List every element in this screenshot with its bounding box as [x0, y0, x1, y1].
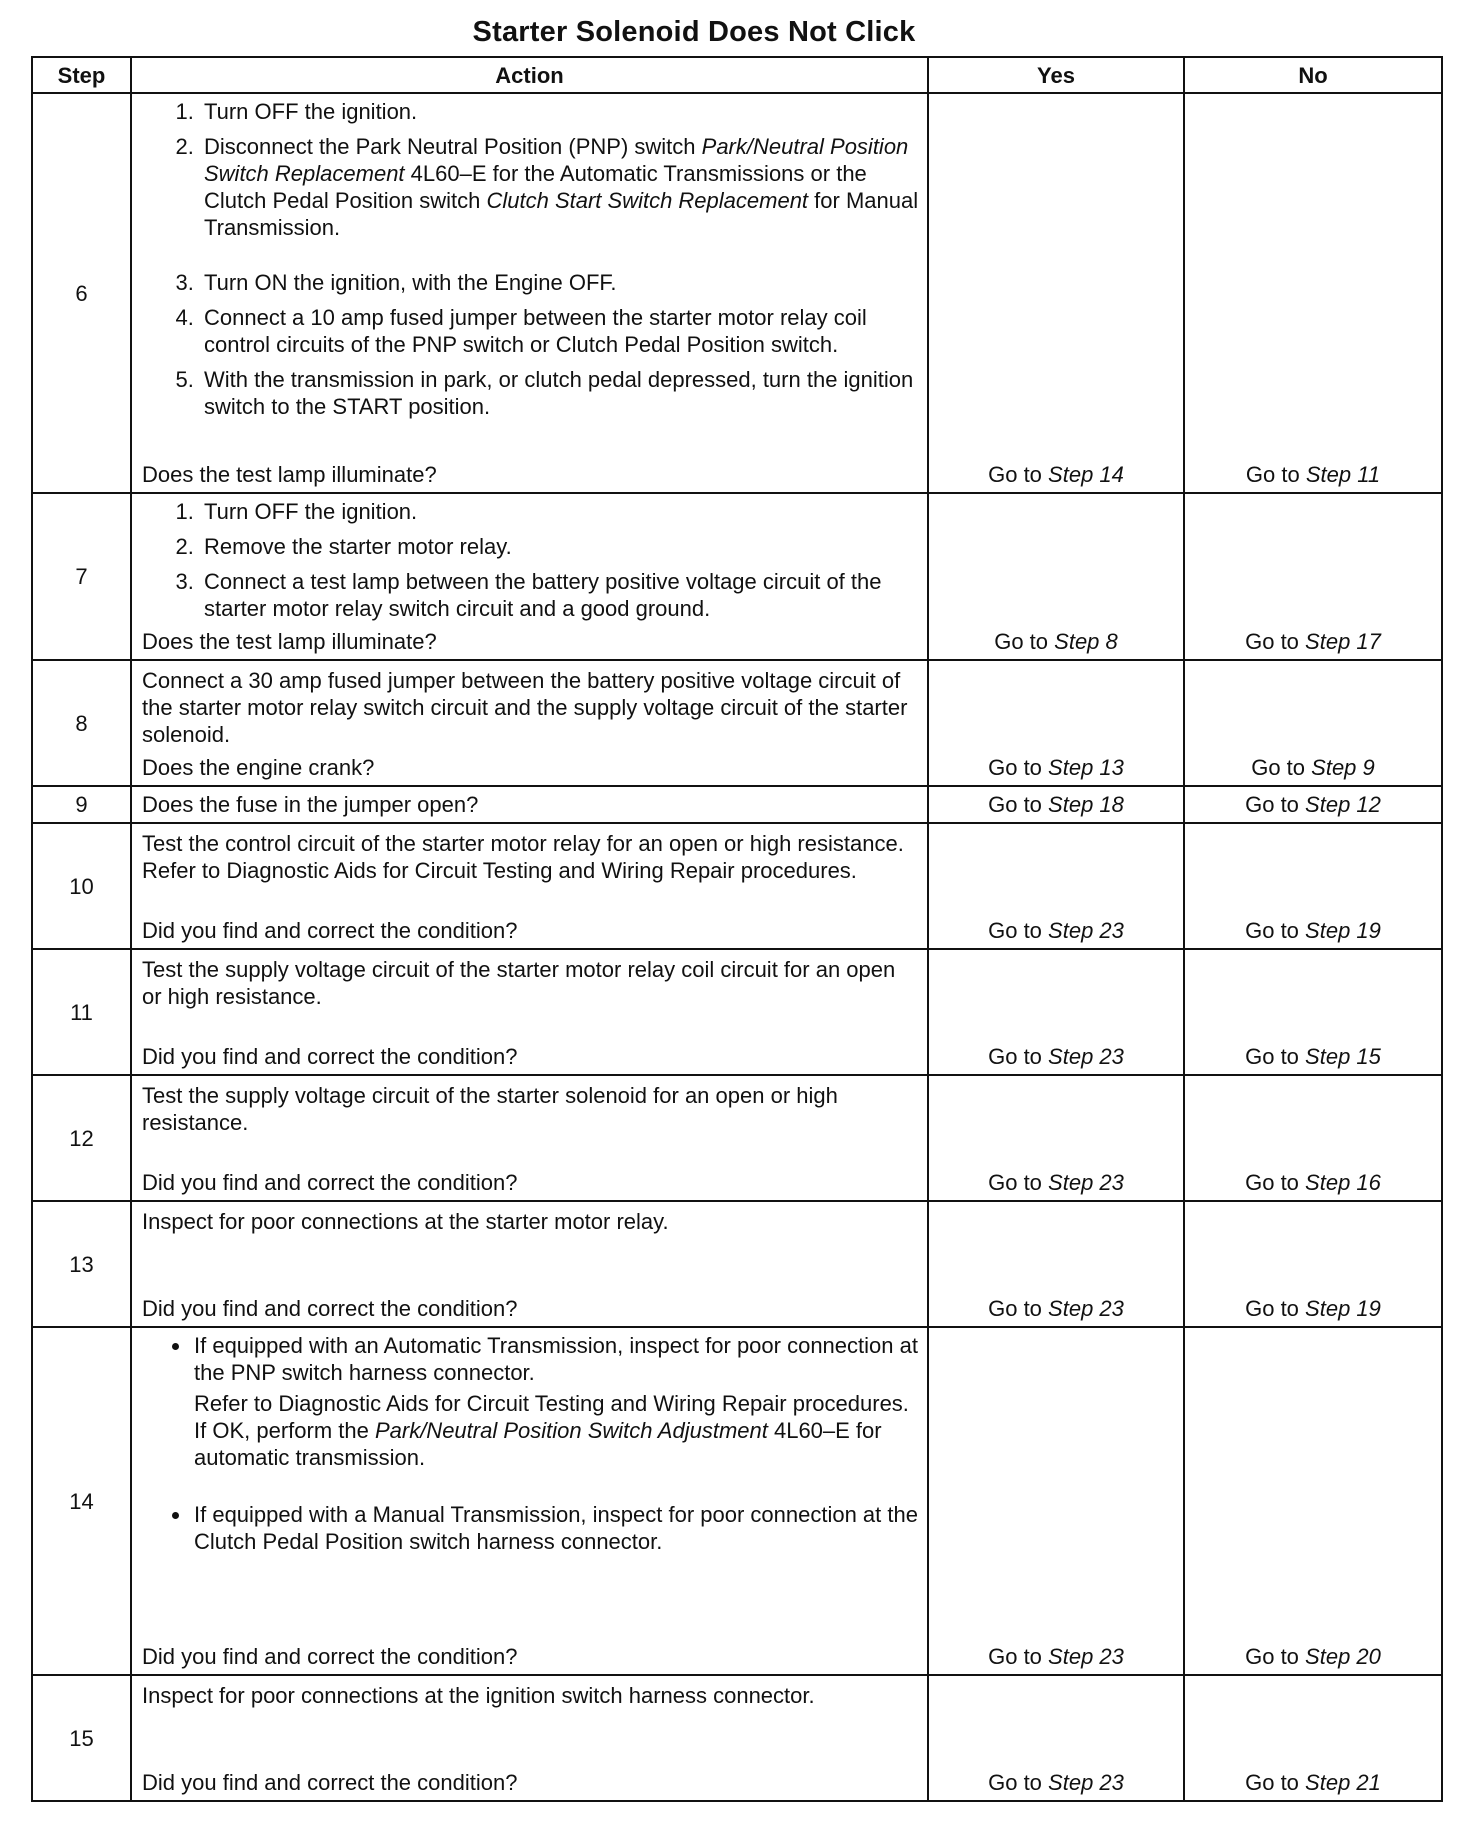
action-cell — [131, 660, 928, 786]
list-item-subtext — [194, 1390, 919, 1471]
step-number: 9 — [32, 786, 131, 823]
header-action: Action — [131, 57, 928, 93]
action-cell — [131, 1327, 928, 1675]
diagnostic-table — [31, 56, 1443, 1802]
goto-step-link[interactable]: Step 11 — [1305, 462, 1381, 487]
no-cell[interactable] — [1184, 493, 1442, 660]
goto-step-link[interactable]: Step 23 — [1048, 918, 1124, 943]
goto-step-link[interactable]: Step 23 — [1048, 1296, 1124, 1321]
goto-step-link[interactable]: Step 19 — [1305, 1296, 1381, 1321]
goto-prefix: Go to — [988, 1170, 1042, 1195]
goto-prefix: Go to — [1245, 1044, 1299, 1069]
goto-step-link[interactable]: Step 13 — [1048, 755, 1124, 780]
action-text: Test the supply voltage circuit of the starter motor relay coil circuit for an open or high resistance. — [142, 957, 896, 1009]
question-text: Did you find and correct the condition? — [142, 1044, 518, 1069]
header-step: Step — [32, 57, 131, 93]
list-item: 3. Turn ON the ignition, with the Engine OFF. — [200, 269, 919, 296]
goto-step-link[interactable]: Step 23 — [1048, 1644, 1124, 1669]
list-item — [200, 133, 919, 241]
no-cell[interactable] — [1184, 93, 1442, 493]
action-steps-list — [142, 98, 919, 420]
question-text: Does the test lamp illuminate? — [142, 462, 437, 487]
list-item-text: 4L60–E for the Automatic Transmissions or the Clutch Pedal Position switch — [204, 161, 867, 213]
table-row — [32, 786, 1442, 823]
yes-cell[interactable] — [928, 1675, 1184, 1801]
goto-prefix: Go to — [1245, 462, 1300, 487]
goto-prefix: Go to — [1245, 1644, 1299, 1669]
no-cell[interactable] — [1184, 660, 1442, 786]
goto-prefix: Go to — [1245, 792, 1299, 817]
question-text: Did you find and correct the condition? — [142, 1644, 518, 1669]
action-cell — [131, 1675, 928, 1801]
goto-step-link[interactable]: Step 23 — [1048, 1170, 1124, 1195]
goto-prefix: Go to — [988, 1644, 1042, 1669]
list-item: 5. With the transmission in park, or clutch pedal depressed, turn the ignition switch to the START position. — [200, 366, 919, 420]
goto-step-link[interactable]: Step 17 — [1305, 629, 1381, 654]
question-text: Did you find and correct the condition? — [142, 918, 518, 943]
goto-prefix: Go to — [1245, 1296, 1299, 1321]
table-row — [32, 93, 1442, 493]
list-item: • If equipped with a Manual Transmission, inspect for poor connection at the Clutch Pedal Position switch harness connector. — [192, 1501, 919, 1555]
goto-prefix: Go to — [1245, 629, 1299, 654]
action-cell — [131, 1075, 928, 1201]
goto-prefix: Go to — [1245, 1770, 1299, 1795]
list-item: 1. Turn OFF the ignition. — [200, 98, 919, 125]
goto-prefix: Go to — [988, 792, 1042, 817]
no-cell[interactable] — [1184, 786, 1442, 823]
goto-prefix: Go to — [1251, 755, 1306, 780]
yes-cell[interactable] — [928, 786, 1184, 823]
header-yes: Yes — [928, 57, 1184, 93]
list-item-text: 4L60–E for automatic transmission. — [194, 1418, 882, 1470]
goto-step-link[interactable]: Step 15 — [1305, 1044, 1381, 1069]
question-text: Did you find and correct the condition? — [142, 1296, 518, 1321]
goto-prefix: Go to — [1245, 918, 1299, 943]
action-cell — [131, 493, 928, 660]
goto-prefix: Go to — [988, 918, 1042, 943]
no-cell[interactable] — [1184, 1201, 1442, 1327]
list-item-text: Refer to Diagnostic Aids for Circuit Testing and Wiring Repair procedures. If OK, perform the — [194, 1391, 909, 1443]
list-item-text: for Manual Transmission. — [204, 188, 919, 240]
step-number: 13 — [32, 1201, 131, 1327]
yes-cell[interactable] — [928, 949, 1184, 1075]
yes-cell[interactable] — [928, 823, 1184, 949]
action-text: Test the supply voltage circuit of the starter solenoid for an open or high resistance. — [142, 1083, 838, 1135]
step-number: 15 — [32, 1675, 131, 1801]
header-no: No — [1184, 57, 1442, 93]
list-item: 3. Connect a test lamp between the battery positive voltage circuit of the starter motor relay switch circuit and a good ground. — [200, 568, 919, 622]
action-cell — [131, 786, 928, 823]
goto-prefix: Go to — [988, 755, 1042, 780]
goto-step-link[interactable]: Step 23 — [1048, 1770, 1124, 1795]
action-text: Inspect for poor connections at the starter motor relay. — [142, 1209, 669, 1234]
action-text: Inspect for poor connections at the ignition switch harness connector. — [142, 1683, 815, 1708]
table-row — [32, 1327, 1442, 1675]
yes-cell[interactable] — [928, 1201, 1184, 1327]
goto-step-link[interactable]: Step 8 — [1054, 629, 1118, 654]
reference-link[interactable]: Park/Neutral Position Switch Replacement — [204, 134, 909, 186]
goto-step-link[interactable]: Step 16 — [1305, 1170, 1381, 1195]
goto-step-link[interactable]: Step 14 — [1048, 462, 1124, 487]
table-row — [32, 1075, 1442, 1201]
step-number: 8 — [32, 660, 131, 786]
goto-step-link[interactable]: Step 12 — [1305, 792, 1381, 817]
page-title-text: Starter Solenoid Does Not Click — [472, 16, 916, 48]
yes-cell[interactable] — [928, 1075, 1184, 1201]
list-item-text: Disconnect the Park Neutral Position (PNP) switch — [204, 134, 702, 159]
no-cell[interactable] — [1184, 1675, 1442, 1801]
list-item: 4. Connect a 10 amp fused jumper between the starter motor relay coil control circuits of the PNP switch or Clutch Pedal Position switch. — [200, 304, 919, 358]
no-cell[interactable] — [1184, 949, 1442, 1075]
goto-prefix: Go to — [988, 1296, 1042, 1321]
table-row — [32, 493, 1442, 660]
goto-prefix: Go to — [1245, 1170, 1299, 1195]
step-number: 6 — [32, 93, 131, 493]
no-cell[interactable] — [1184, 823, 1442, 949]
no-cell[interactable] — [1184, 1327, 1442, 1675]
step-number: 11 — [32, 949, 131, 1075]
action-steps-list — [142, 498, 919, 622]
action-bullet-list — [142, 1332, 919, 1555]
goto-step-link[interactable]: Step 20 — [1305, 1644, 1381, 1669]
action-text: Connect a 30 amp fused jumper between the battery positive voltage circuit of the starter motor relay switch circuit and the supply voltage circuit of the starter solenoid. — [142, 668, 908, 747]
reference-link[interactable]: Clutch Start Switch Replacement — [486, 188, 809, 213]
no-cell[interactable] — [1184, 1075, 1442, 1201]
goto-step-link[interactable]: Step 18 — [1048, 792, 1124, 817]
header-row — [32, 57, 1442, 93]
page-title — [0, 16, 1472, 49]
table-row — [32, 949, 1442, 1075]
question-text: Does the engine crank? — [142, 755, 375, 780]
list-item: 1. Turn OFF the ignition. — [200, 498, 919, 525]
table-row — [32, 1201, 1442, 1327]
step-number: 14 — [32, 1327, 131, 1675]
question-text: Did you find and correct the condition? — [142, 1770, 518, 1795]
yes-cell[interactable] — [928, 660, 1184, 786]
table-row — [32, 1675, 1442, 1801]
goto-prefix: Go to — [988, 1770, 1042, 1795]
goto-step-link[interactable]: Step 21 — [1305, 1770, 1381, 1795]
step-number: 10 — [32, 823, 131, 949]
list-item — [192, 1332, 919, 1471]
question-text: Does the fuse in the jumper open? — [142, 792, 479, 817]
yes-cell[interactable] — [928, 93, 1184, 493]
goto-step-link[interactable]: Step 19 — [1305, 918, 1381, 943]
action-cell — [131, 93, 928, 493]
table-row — [32, 823, 1442, 949]
yes-cell[interactable] — [928, 1327, 1184, 1675]
list-item-text: If equipped with an Automatic Transmission, inspect for poor connection at the PNP switch harness connector. — [194, 1333, 918, 1385]
question-text: Does the test lamp illuminate? — [142, 629, 437, 654]
list-item: 2. Remove the starter motor relay. — [200, 533, 919, 560]
goto-step-link[interactable]: Step 23 — [1048, 1044, 1124, 1069]
action-cell — [131, 949, 928, 1075]
action-text: Test the control circuit of the starter motor relay for an open or high resistance. Refer to Diagnostic Aids for Circuit Testing and Wiring Repair procedures. — [142, 831, 904, 883]
goto-prefix: Go to — [994, 629, 1049, 654]
step-number: 12 — [32, 1075, 131, 1201]
question-text: Did you find and correct the condition? — [142, 1170, 518, 1195]
reference-link[interactable]: Park/Neutral Position Switch Adjustment — [374, 1418, 768, 1443]
goto-prefix: Go to — [988, 462, 1042, 487]
goto-prefix: Go to — [988, 1044, 1042, 1069]
goto-step-link[interactable]: Step 9 — [1311, 755, 1375, 780]
table-row — [32, 660, 1442, 786]
action-cell — [131, 1201, 928, 1327]
action-cell — [131, 823, 928, 949]
yes-cell[interactable] — [928, 493, 1184, 660]
step-number: 7 — [32, 493, 131, 660]
